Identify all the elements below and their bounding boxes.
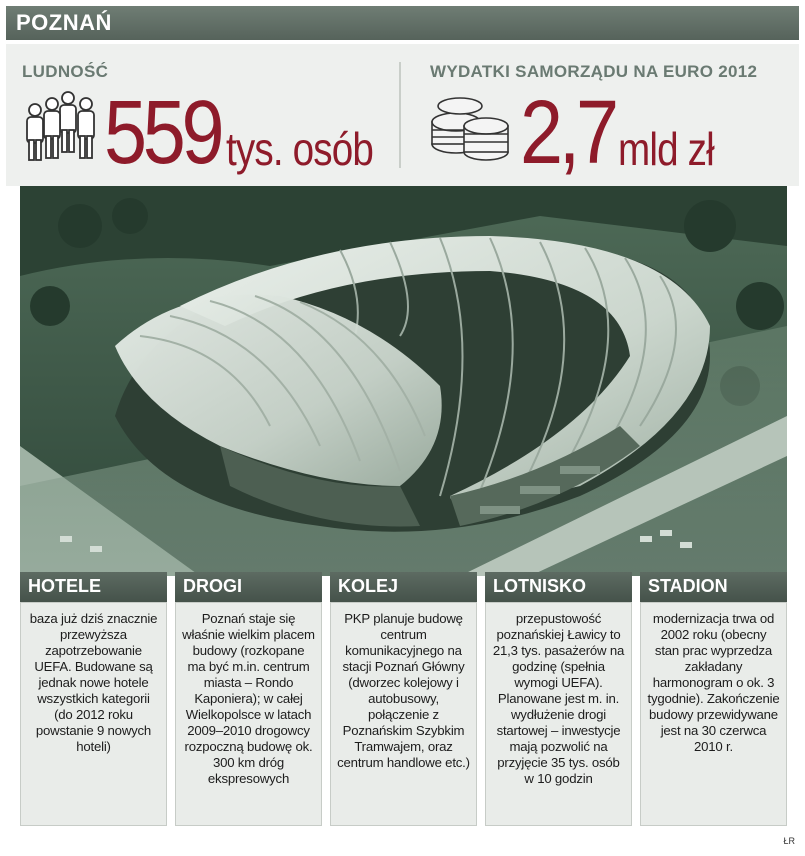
coins-icon — [426, 92, 512, 164]
stats-panel — [6, 44, 799, 186]
column-text: modernizacja trwa od 2002 roku (obecny stan prac wyprzedza zakładany harmonogram o ok. 3 tygodnie). Zakończenie budowy przewidywane jest na 30 czerwca 2010 r. — [640, 602, 787, 826]
column-stadium — [640, 572, 787, 826]
population-label: LUDNOŚĆ — [22, 62, 109, 81]
stats-divider — [399, 62, 401, 168]
page-title: POZNAŃ — [16, 10, 112, 35]
column-title: DROGI — [175, 572, 322, 602]
spending-number: 2,7 — [520, 83, 615, 183]
stadium-image — [20, 186, 787, 576]
header-bar — [6, 6, 799, 40]
info-columns — [20, 572, 787, 832]
column-title: KOLEJ — [330, 572, 477, 602]
people-icon — [24, 90, 100, 162]
spending-unit: mld zł — [618, 123, 714, 175]
column-text: baza już dziś znacznie przewyższa zapotrzebowanie UEFA. Budowane są jednak nowe hotele wszystkich kategorii (do 2012 roku powstanie 9 nowych hoteli) — [20, 602, 167, 826]
column-hotels — [20, 572, 167, 826]
column-airport — [485, 572, 632, 826]
stadium-illustration — [20, 186, 787, 576]
population-number: 559 — [104, 83, 221, 183]
column-text: Poznań staje się właśnie wielkim placem budowy (rozkopane ma być m.in. centrum miasta – Rondo Kaponiera); w całej Wielkopolsce w latach 2009–2010 drogowcy rozpoczną budowę ok. 300 km dróg ekspresowych — [175, 602, 322, 826]
column-title: LOTNISKO — [485, 572, 632, 602]
spending-label: WYDATKI SAMORZĄDU NA EURO 2012 — [430, 62, 758, 81]
column-text: przepustowość poznańskiej Ławicy to 21,3 tys. pasażerów na godzinę (spełnia wymogi UEFA). Planowane jest m. in. wydłużenie drogi startowej – inwestycje mają pozwolić na przyjęcie 35 tys. osób w 10 godzin — [485, 602, 632, 826]
author-credit: ŁR — [783, 836, 795, 846]
column-roads — [175, 572, 322, 826]
column-text: PKP planuje budowę centrum komunikacyjnego na stacji Poznań Główny (dworzec kolejowy i autobusowy, połączenie z Poznańskim Szybkim Tramwajem, oraz centrum handlowe etc.) — [330, 602, 477, 826]
population-unit: tys. osób — [226, 123, 374, 175]
column-title: HOTELE — [20, 572, 167, 602]
column-rail — [330, 572, 477, 826]
column-title: STADION — [640, 572, 787, 602]
